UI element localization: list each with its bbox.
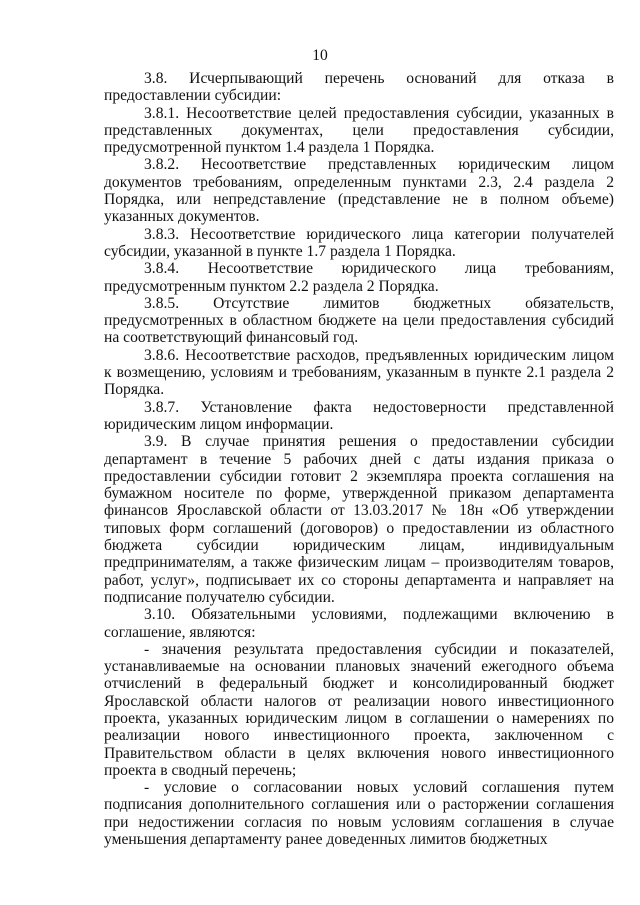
paragraph-3-10: 3.10. Обязательными условиями, подлежащими включению в соглашение, являются: xyxy=(104,606,614,641)
paragraph-3-8-6: 3.8.6. Несоответствие расходов, предъявленных юридическим лицом к возмещению, условиям и требованиям, указанным в пункте 2.1 раздела 2 Порядка. xyxy=(104,346,614,399)
page-number: 10 xyxy=(312,47,328,64)
paragraph-3-8-5: 3.8.5. Отсутствие лимитов бюджетных обязательств, предусмотренных в областном бюджете на цели предоставления субсидий на соответствующий финансовый год. xyxy=(104,294,614,347)
list-item-agreement-conditions: - условие о согласовании новых условий соглашения путем подписания дополнительного соглашения или о расторжении соглашения при недостижении согласия по новым условиям соглашения в случае уменьшения департаменту ранее доведенных лимитов бюджетных xyxy=(104,779,614,849)
paragraph-3-8-4: 3.8.4. Несоответствие юридического лица требованиям, предусмотренным пунктом 2.2 раздела 2 Порядка. xyxy=(104,260,614,295)
paragraph-3-8-3: 3.8.3. Несоответствие юридического лица категории получателей субсидии, указанной в пункте 1.7 раздела 1 Порядка. xyxy=(104,225,614,260)
list-item-result-values: - значения результата предоставления субсидии и показателей, устанавливаемые на основании плановых значений ежегодного объема отчислений в федеральный бюджет и консолидированный бюджет Ярославской области налогов от реализации нового инвестиционного проекта, указанных юридическим лицом в соглашении о намерениях по реализации нового инвестиционного проекта, заключенном с Правительством области в целях включения нового инвестиционного проекта в сводный перечень; xyxy=(104,640,614,779)
document-body xyxy=(104,70,614,848)
paragraph-3-8-1: 3.8.1. Несоответствие целей предоставления субсидии, указанных в представленных документах, цели предоставления субсидии, предусмотренной пунктом 1.4 раздела 1 Порядка. xyxy=(104,104,614,157)
paragraph-3-9: 3.9. В случае принятия решения о предоставлении субсидии департамент в течение 5 рабочих дней с даты издания приказа о предоставлении субсидии готовит 2 экземпляра проекта соглашения на бумажном носителе по форме, утвержденной приказом департамента финансов Ярославской области от 13.03.2017 № 18н «Об утверждении типовых форм соглашений (договоров) о предоставлении из областного бюджета субсидии юридическим лицам, индивидуальным предпринимателям, а также физическим лицам – производителям товаров, работ, услуг», подписывает их со стороны департамента и направляет на подписание получателю субсидии. xyxy=(104,433,614,606)
paragraph-3-8-2: 3.8.2. Несоответствие представленных юридическим лицом документов требованиям, определенным пунктами 2.3, 2.4 раздела 2 Порядка, или непредставление (представление не в полном объеме) указанных документов. xyxy=(104,156,614,226)
paragraph-3-8: 3.8. Исчерпывающий перечень оснований для отказа в предоставлении субсидии: xyxy=(104,70,614,105)
paragraph-3-8-7: 3.8.7. Установление факта недостоверности представленной юридическим лицом информации. xyxy=(104,398,614,433)
